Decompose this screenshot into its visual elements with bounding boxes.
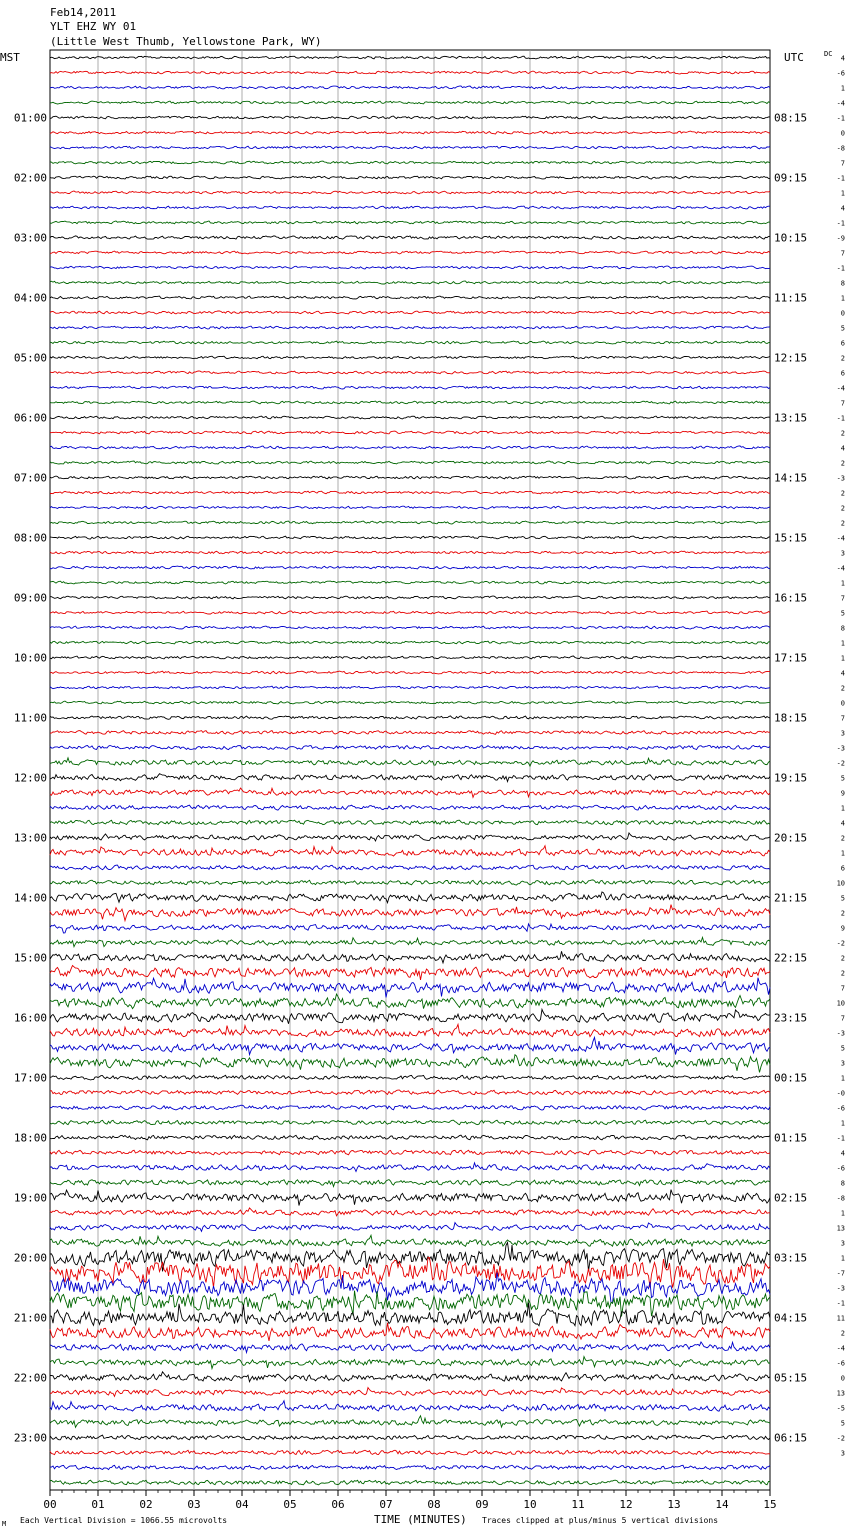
plot-date: Feb14,2011 xyxy=(50,6,117,19)
dc-offset-label: 5 xyxy=(840,894,845,903)
left-hour-label: 01:00 xyxy=(13,111,47,125)
trace-line xyxy=(50,1235,770,1246)
trace-line xyxy=(50,131,770,134)
trace-line xyxy=(50,491,770,494)
right-hour-label: 15:15 xyxy=(774,531,808,545)
dc-offset-label: 0 xyxy=(840,699,845,708)
trace-line xyxy=(50,994,770,1009)
dc-offset-label: -4 xyxy=(836,384,845,393)
trace-line xyxy=(50,865,770,870)
trace-line xyxy=(50,1416,770,1428)
trace-line xyxy=(50,446,770,449)
dc-offset-label: 9 xyxy=(840,789,845,798)
left-hour-label: 20:00 xyxy=(13,1251,47,1265)
dc-offset-label: 1 xyxy=(840,579,845,588)
dc-offset-label: 4 xyxy=(840,819,845,828)
x-tick-label: 01 xyxy=(91,1498,105,1511)
trace-line xyxy=(50,1208,770,1216)
right-hour-label: 16:15 xyxy=(774,591,808,605)
right-hour-label: 04:15 xyxy=(774,1311,808,1325)
dc-offset-label: 1 xyxy=(840,1119,845,1128)
dc-offset-label: 2 xyxy=(840,504,845,513)
right-hour-label: 09:15 xyxy=(774,171,808,185)
x-tick-label: 11 xyxy=(571,1498,585,1511)
dc-offset-label: 2 xyxy=(840,429,845,438)
trace-line xyxy=(50,1105,770,1110)
dc-offset-label: 3 xyxy=(840,729,845,738)
x-tick-label: 05 xyxy=(283,1498,297,1511)
right-hour-label: 06:15 xyxy=(774,1431,808,1445)
trace-line xyxy=(50,116,770,119)
dc-offset-label: 5 xyxy=(840,774,845,783)
dc-offset-label: -4 xyxy=(836,534,845,543)
trace-line xyxy=(50,788,770,797)
trace-line xyxy=(50,1357,770,1369)
trace-line xyxy=(50,1180,770,1187)
trace-line xyxy=(50,966,770,980)
trace-line xyxy=(50,56,770,59)
dc-offset-label: 4 xyxy=(840,54,845,63)
trace-line xyxy=(50,626,770,629)
trace-line xyxy=(50,326,770,329)
trace-line xyxy=(50,506,770,509)
dc-offset-label: 7 xyxy=(840,249,845,258)
x-axis-title: TIME (MINUTES) xyxy=(374,1513,467,1526)
trace-line xyxy=(50,892,770,903)
left-hour-label: 21:00 xyxy=(13,1311,47,1325)
left-hour-label: 18:00 xyxy=(13,1131,47,1145)
trace-line xyxy=(50,356,770,359)
x-tick-label: 15 xyxy=(763,1498,777,1511)
left-hour-label: 08:00 xyxy=(13,531,47,545)
trace-line xyxy=(50,758,770,766)
dc-offset-label: 9 xyxy=(840,924,845,933)
dc-offset-label: 1 xyxy=(840,1074,845,1083)
dc-offset-label: 8 xyxy=(840,624,845,633)
trace-line xyxy=(50,401,770,404)
trace-line xyxy=(50,716,770,719)
dc-offset-label: 2 xyxy=(840,1329,845,1338)
x-tick-label: 07 xyxy=(379,1498,393,1511)
dc-offset-label: 2 xyxy=(840,834,845,843)
left-hour-label: 05:00 xyxy=(13,351,47,365)
x-tick-label: 09 xyxy=(475,1498,489,1511)
dc-offset-label: 6 xyxy=(840,339,845,348)
trace-line xyxy=(50,311,770,314)
left-hour-label: 12:00 xyxy=(13,771,47,785)
dc-offset-labels xyxy=(837,55,845,1458)
dc-offset-label: 11 xyxy=(836,1314,845,1323)
dc-offset-label: 13 xyxy=(836,1224,845,1233)
dc-offset-label: 1 xyxy=(840,1254,845,1263)
trace-line xyxy=(50,416,770,419)
dc-offset-label: -0 xyxy=(836,1089,845,1098)
dc-offset-label: -3 xyxy=(836,474,845,483)
trace-line xyxy=(50,671,770,674)
left-hour-label: 14:00 xyxy=(13,891,47,905)
dc-offset-label: 4 xyxy=(840,204,845,213)
trace-line xyxy=(50,1291,770,1317)
dc-offset-label: 10 xyxy=(836,999,845,1008)
dc-offset-label: -4 xyxy=(836,1344,845,1353)
dc-offset-label: 2 xyxy=(840,909,845,918)
left-hour-label: 22:00 xyxy=(13,1371,47,1385)
left-hour-label: 23:00 xyxy=(13,1431,47,1445)
right-hour-label: 02:15 xyxy=(774,1191,808,1205)
dc-offset-label: -5 xyxy=(836,1404,845,1413)
trace-line xyxy=(50,191,770,194)
dc-offset-label: 0 xyxy=(840,309,845,318)
trace-line xyxy=(50,846,770,856)
trace-line xyxy=(50,1120,770,1125)
dc-offset-label: -1 xyxy=(836,414,845,423)
right-hour-label: 03:15 xyxy=(774,1251,808,1265)
x-axis-ticks xyxy=(43,1490,776,1511)
trace-line xyxy=(50,146,770,149)
trace-line xyxy=(50,611,770,614)
trace-line xyxy=(50,86,770,89)
trace-line xyxy=(50,71,770,74)
dc-offset-label: 5 xyxy=(840,1044,845,1053)
dc-offset-label: 5 xyxy=(840,324,845,333)
clip-note: Traces clipped at plus/minus 5 vertical divisions xyxy=(482,1516,719,1525)
x-tick-label: 02 xyxy=(139,1498,153,1511)
dc-offset-label: -3 xyxy=(836,744,845,753)
trace-line xyxy=(50,341,770,344)
corner-mark: M xyxy=(2,1520,7,1528)
dc-offset-label: 2 xyxy=(840,354,845,363)
left-hour-label: 16:00 xyxy=(13,1011,47,1025)
dc-offset-label: -7 xyxy=(836,1269,845,1278)
left-hour-label: 07:00 xyxy=(13,471,47,485)
right-hour-label: 23:15 xyxy=(774,1011,808,1025)
left-hour-label: 03:00 xyxy=(13,231,47,245)
dc-offset-label: 8 xyxy=(840,279,845,288)
trace-line xyxy=(50,281,770,284)
trace-line xyxy=(50,1163,770,1172)
left-hour-label: 06:00 xyxy=(13,411,47,425)
dc-offset-label: 7 xyxy=(840,399,845,408)
dc-offset-label: -3 xyxy=(836,1284,845,1293)
dc-offset-label: 7 xyxy=(840,714,845,723)
dc-offset-label: -1 xyxy=(836,219,845,228)
trace-line xyxy=(50,386,770,389)
trace-line xyxy=(50,1480,770,1485)
right-hour-label: 08:15 xyxy=(774,111,808,125)
trace-line xyxy=(50,551,770,554)
dc-offset-label: 3 xyxy=(840,1059,845,1068)
trace-line xyxy=(50,371,770,374)
trace-line xyxy=(50,521,770,524)
dc-offset-label: 6 xyxy=(840,864,845,873)
dc-offset-label: 6 xyxy=(840,369,845,378)
right-hour-label: 05:15 xyxy=(774,1371,808,1385)
dc-offset-label: 4 xyxy=(840,444,845,453)
dc-offset-label: 3 xyxy=(840,1449,845,1458)
dc-offset-label: 4 xyxy=(840,1149,845,1158)
trace-line xyxy=(50,745,770,749)
dc-offset-label: 8 xyxy=(840,1179,845,1188)
station-location: (Little West Thumb, Yellowstone Park, WY) xyxy=(50,35,322,48)
dc-offset-label: 7 xyxy=(840,984,845,993)
trace-line xyxy=(50,924,770,933)
left-timezone-label: MST xyxy=(0,51,20,64)
trace-line xyxy=(50,937,770,946)
right-hour-label: 00:15 xyxy=(774,1071,808,1085)
right-hour-label: 20:15 xyxy=(774,831,808,845)
trace-line xyxy=(50,701,770,704)
dc-offset-label: 10 xyxy=(836,879,845,888)
dc-offset-label: 4 xyxy=(840,669,845,678)
trace-line xyxy=(50,1342,770,1353)
trace-line xyxy=(50,251,770,254)
trace-line xyxy=(50,880,770,885)
x-tick-label: 04 xyxy=(235,1498,249,1511)
trace-line xyxy=(50,206,770,209)
right-hour-labels xyxy=(774,112,807,1445)
trace-line xyxy=(50,641,770,644)
right-hour-label: 11:15 xyxy=(774,291,808,305)
trace-line xyxy=(50,774,770,782)
left-hour-label: 11:00 xyxy=(13,711,47,725)
dc-offset-label: -6 xyxy=(836,1164,845,1173)
trace-line xyxy=(50,905,770,921)
trace-line xyxy=(50,176,770,179)
dc-offset-label: -8 xyxy=(836,1194,845,1203)
dc-offset-label: 2 xyxy=(840,459,845,468)
right-hour-label: 18:15 xyxy=(774,711,808,725)
trace-line xyxy=(50,596,770,599)
dc-header-label: DC xyxy=(824,50,833,58)
dc-offset-label: 5 xyxy=(840,609,845,618)
trace-line xyxy=(50,461,770,464)
dc-offset-label: -2 xyxy=(836,939,845,948)
trace-line xyxy=(50,566,770,569)
right-hour-label: 22:15 xyxy=(774,951,808,965)
dc-offset-label: 0 xyxy=(840,129,845,138)
right-hour-label: 19:15 xyxy=(774,771,808,785)
trace-line xyxy=(50,1009,770,1023)
dc-offset-label: 3 xyxy=(840,1239,845,1248)
dc-offset-label: -1 xyxy=(836,114,845,123)
trace-line xyxy=(50,1223,770,1232)
dc-offset-label: -9 xyxy=(836,234,845,243)
left-hour-label: 04:00 xyxy=(13,291,47,305)
trace-line xyxy=(50,581,770,584)
x-tick-label: 13 xyxy=(667,1498,681,1511)
dc-offset-label: 0 xyxy=(840,1374,845,1383)
dc-offset-label: -1 xyxy=(836,1299,845,1308)
dc-offset-label: 1 xyxy=(840,84,845,93)
left-hour-labels xyxy=(14,112,47,1445)
x-tick-label: 03 xyxy=(187,1498,201,1511)
trace-line xyxy=(50,1024,770,1036)
trace-line xyxy=(50,161,770,164)
dc-offset-label: 1 xyxy=(840,849,845,858)
trace-line xyxy=(50,1090,770,1095)
dc-offset-label: 5 xyxy=(840,1419,845,1428)
trace-line xyxy=(50,1190,770,1206)
trace-line xyxy=(50,805,770,810)
trace-line xyxy=(50,1323,770,1341)
trace-line xyxy=(50,1075,770,1080)
dc-offset-label: -2 xyxy=(836,1434,845,1443)
trace-line xyxy=(50,1465,770,1469)
trace-line xyxy=(50,236,770,239)
dc-offset-label: -1 xyxy=(836,174,845,183)
x-tick-label: 08 xyxy=(427,1498,441,1511)
trace-line xyxy=(50,1388,770,1397)
x-tick-label: 06 xyxy=(331,1498,345,1511)
x-tick-label: 14 xyxy=(715,1498,729,1511)
dc-offset-label: -6 xyxy=(836,69,845,78)
dc-offset-label: 2 xyxy=(840,519,845,528)
left-hour-label: 13:00 xyxy=(13,831,47,845)
dc-offset-label: 1 xyxy=(840,294,845,303)
x-tick-label: 10 xyxy=(523,1498,537,1511)
trace-line xyxy=(50,1303,770,1326)
right-hour-label: 12:15 xyxy=(774,351,808,365)
dc-offset-label: 1 xyxy=(840,804,845,813)
dc-offset-label: 2 xyxy=(840,489,845,498)
trace-line xyxy=(50,296,770,299)
dc-offset-label: 2 xyxy=(840,969,845,978)
trace-line xyxy=(50,1258,770,1288)
trace-line xyxy=(50,221,770,224)
dc-offset-label: -6 xyxy=(836,1104,845,1113)
dc-offset-label: 1 xyxy=(840,1209,845,1218)
trace-line xyxy=(50,1450,770,1455)
right-hour-label: 01:15 xyxy=(774,1131,808,1145)
trace-line xyxy=(50,1135,770,1140)
left-hour-label: 10:00 xyxy=(13,651,47,665)
right-timezone-label: UTC xyxy=(784,51,804,64)
trace-line xyxy=(50,951,770,963)
station-name: YLT EHZ WY 01 xyxy=(50,20,137,33)
trace-line xyxy=(50,731,770,735)
right-hour-label: 13:15 xyxy=(774,411,808,425)
trace-line xyxy=(50,266,770,269)
left-hour-label: 09:00 xyxy=(13,591,47,605)
right-hour-label: 14:15 xyxy=(774,471,808,485)
x-tick-label: 12 xyxy=(619,1498,633,1511)
dc-offset-label: -1 xyxy=(836,1134,845,1143)
dc-offset-label: 3 xyxy=(840,549,845,558)
scale-note: Each Vertical Division = 1066.55 microvolts xyxy=(20,1516,228,1525)
dc-offset-label: 1 xyxy=(840,639,845,648)
dc-offset-label: 2 xyxy=(840,954,845,963)
trace-line xyxy=(50,1055,770,1073)
seismic-traces xyxy=(50,56,770,1485)
trace-line xyxy=(50,820,770,825)
left-hour-label: 17:00 xyxy=(13,1071,47,1085)
dc-offset-label: 1 xyxy=(840,189,845,198)
right-hour-label: 21:15 xyxy=(774,891,808,905)
trace-line xyxy=(50,656,770,659)
dc-offset-label: 7 xyxy=(840,159,845,168)
dc-offset-label: -2 xyxy=(836,759,845,768)
left-hour-label: 15:00 xyxy=(13,951,47,965)
trace-line xyxy=(50,978,770,998)
trace-line xyxy=(50,476,770,479)
trace-line xyxy=(50,1401,770,1412)
dc-offset-label: -3 xyxy=(836,1029,845,1038)
dc-offset-label: 1 xyxy=(840,654,845,663)
dc-offset-label: -1 xyxy=(836,264,845,273)
dc-offset-label: -4 xyxy=(836,564,845,573)
trace-line xyxy=(50,1372,770,1382)
right-hour-label: 17:15 xyxy=(774,651,808,665)
trace-line xyxy=(50,1150,770,1155)
dc-offset-label: 13 xyxy=(836,1389,845,1398)
dc-offset-label: 2 xyxy=(840,684,845,693)
trace-line xyxy=(50,833,770,841)
dc-offset-label: -4 xyxy=(836,99,845,108)
trace-line xyxy=(50,1435,770,1440)
trace-line xyxy=(50,536,770,539)
trace-line xyxy=(50,1037,770,1054)
trace-line xyxy=(50,686,770,689)
trace-line xyxy=(50,101,770,104)
right-hour-label: 10:15 xyxy=(774,231,808,245)
dc-offset-label: 7 xyxy=(840,1014,845,1023)
left-hour-label: 02:00 xyxy=(13,171,47,185)
x-tick-label: 00 xyxy=(43,1498,57,1511)
trace-line xyxy=(50,1273,770,1303)
dc-offset-label: 7 xyxy=(840,594,845,603)
trace-line xyxy=(50,431,770,434)
left-hour-label: 19:00 xyxy=(13,1191,47,1205)
dc-offset-label: -8 xyxy=(836,144,845,153)
dc-offset-label: -6 xyxy=(836,1359,845,1368)
